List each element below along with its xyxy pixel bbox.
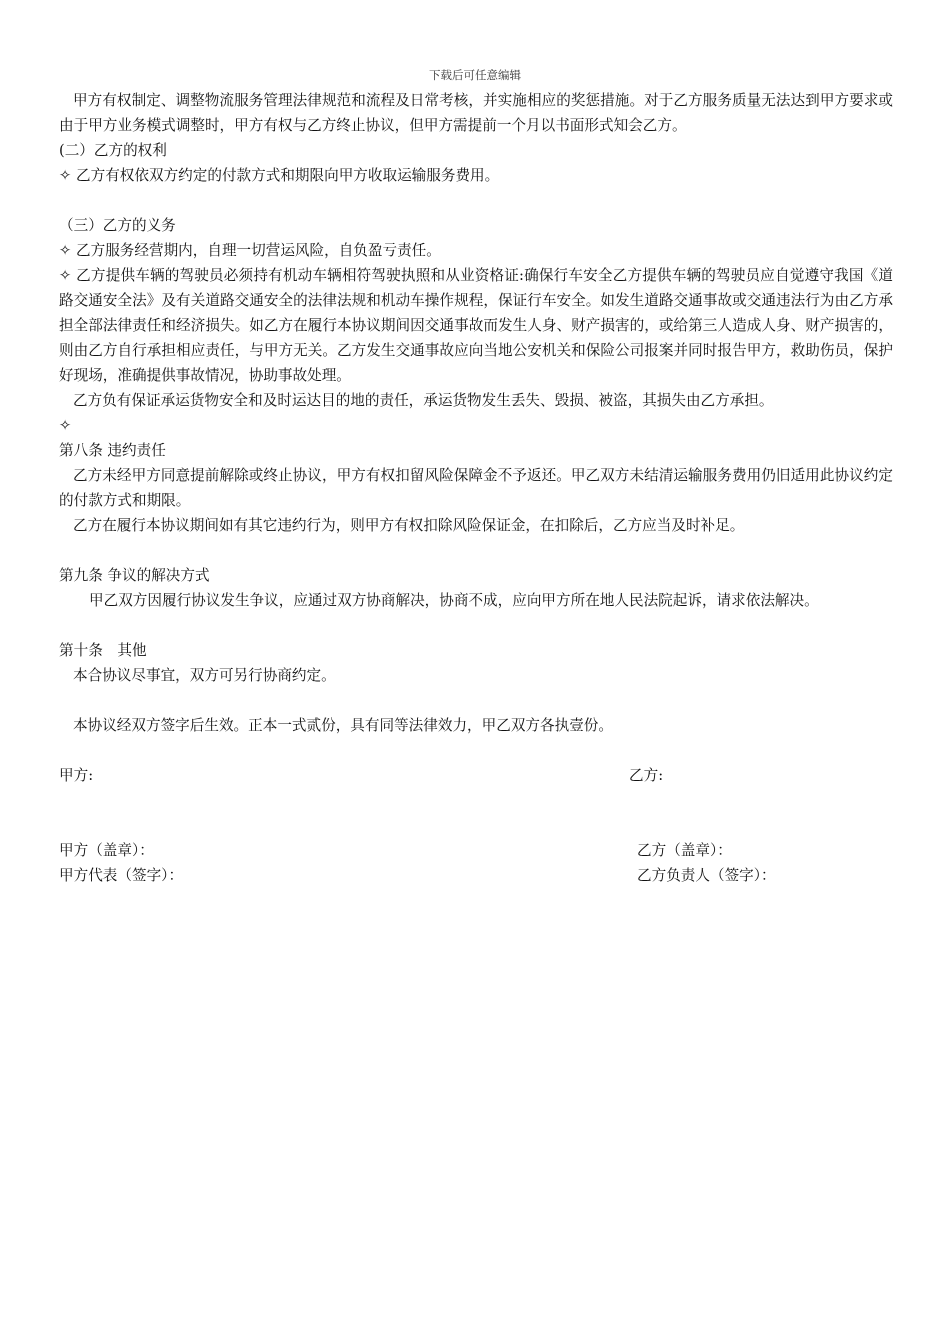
paragraph-effectiveness: 本协议经双方签字后生效。正本一式贰份，具有同等法律效力，甲乙双方各执壹份。 [73,717,613,734]
spacer [59,538,893,563]
spacer [59,788,893,813]
diamond-bullet-icon: ✧ [59,267,72,284]
list-item-text: 乙方服务经营期内，自理一切营运风险，自负盈亏责任。 [76,242,441,259]
signature-row-parties [59,763,893,788]
spacer [59,613,893,638]
article-heading-breach: 第八条 违约责任 [59,442,166,459]
paragraph-breach-1: 乙方未经甲方同意提前解除或终止协议，甲方有权扣留风险保障金不予返还。甲乙双方未结清运输服务费用仍旧适用此协议约定的付款方式和期限。 [59,467,893,509]
paragraph-other-1: 本合协议尽事宜，双方可另行协商约定。 [73,667,336,684]
list-item-text: 乙方提供车辆的驾驶员必须持有机动车辆相符驾驶执照和从业资格证:确保行车安全乙方提供车辆的驾驶员应自觉遵守我国《道路交通安全法》及有关道路交通安全的法律法规和机动车操作规程，保证行车安全。如发生道路交通事故或交通违法行为由乙方承担全部法律责任和经济损失。如乙方在履行本协议期间因交通事故而发生人身、财产损害的，或给第三人造成人身、财产损害的，则由乙方自行承担相应责任，与甲方无关。乙方发生交通事故应向当地公安机关和保险公司报案并同时报告甲方，救助伤员，保护好现场，准确提供事故情况，协助事故处理。 [59,267,893,384]
diamond-bullet-icon: ✧ [59,417,72,434]
signature-row-seal [59,838,893,863]
party-b-label: 乙方: [629,767,664,784]
article-heading-other: 第十条 其他 [59,642,147,659]
paragraph-dispute: 甲乙双方因履行协议发生争议，应通过双方协商解决，协商不成，应向甲方所在地人民法院起诉，请求依法解决。 [89,592,819,609]
list-item [59,163,893,188]
diamond-bullet-icon: ✧ [59,242,72,259]
section-heading-party-b-rights: (二）乙方的权利 [59,142,167,159]
paragraph-cargo-safety: 乙方负有保证承运货物安全和及时运达目的地的责任，承运货物发生丢失、毁损、被盗，其损失由乙方承担。 [73,392,774,409]
list-item-text: 乙方有权依双方约定的付款方式和期限向甲方收取运输服务费用。 [76,167,500,184]
contract-body [59,88,893,888]
article-heading-dispute: 第九条 争议的解决方式 [59,567,210,584]
spacer [59,738,893,763]
party-a-seal-label: 甲方（盖章）： [59,842,154,859]
paragraph-party-a-rights: 甲方有权制定、调整物流服务管理法律规范和流程及日常考核，并实施相应的奖惩措施。对于乙方服务质量无法达到甲方要求或由于甲方业务模式调整时，甲方有权与乙方终止协议，但甲方需提前一个月以书面形式知会乙方。 [59,92,893,134]
diamond-bullet-icon: ✧ [59,167,72,184]
spacer [59,688,893,713]
page-header-note: 下载后可任意编辑 [429,68,521,82]
party-b-seal-label: 乙方（盖章）： [637,842,732,859]
spacer [59,188,893,213]
list-item [59,413,893,438]
list-item [59,238,893,263]
list-item [59,263,893,388]
party-b-rep-label: 乙方负责人（签字）： [637,867,776,884]
signature-row-sign [59,863,893,888]
paragraph-breach-2: 乙方在履行本协议期间如有其它违约行为，则甲方有权扣除风险保证金，在扣除后，乙方应当及时补足。 [73,517,745,534]
party-a-label: 甲方: [59,767,94,784]
spacer [59,813,893,838]
section-heading-party-b-duties: （三）乙方的义务 [59,217,176,234]
party-a-rep-label: 甲方代表（签字）： [59,867,184,884]
